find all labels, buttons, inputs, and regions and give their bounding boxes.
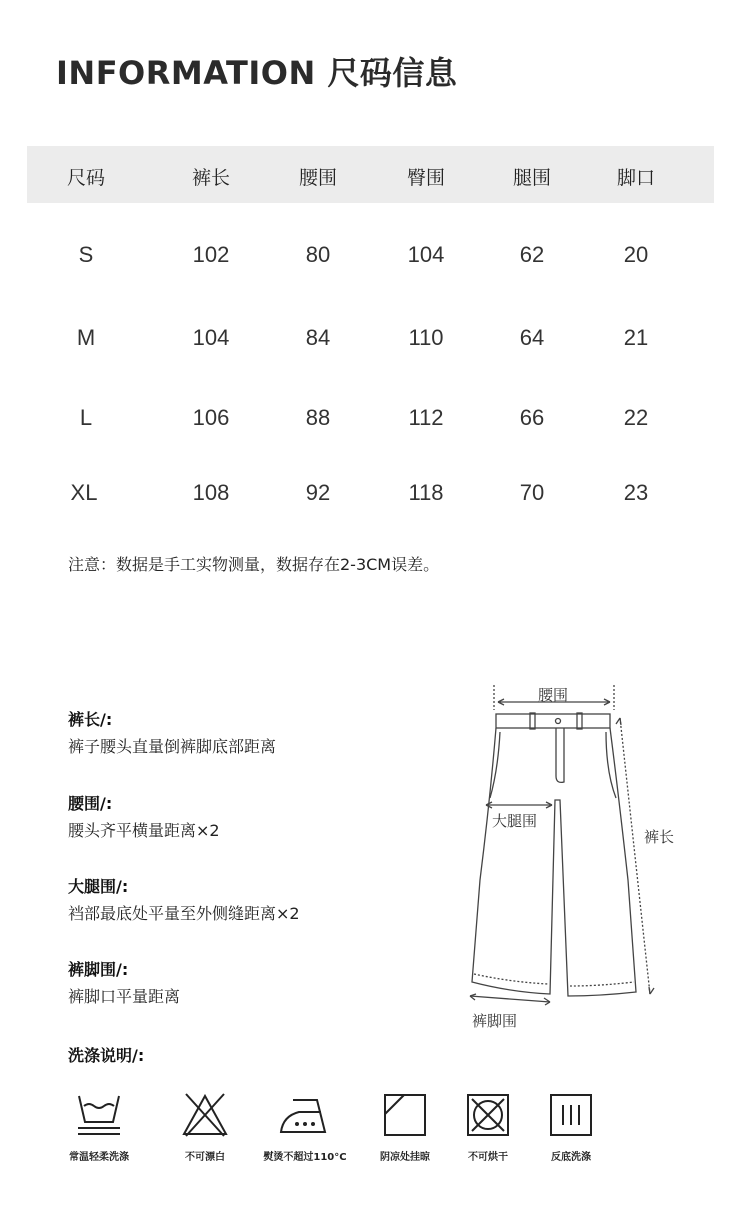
care-label: 不可漂白 <box>185 1152 225 1163</box>
cell-size: XL <box>70 480 98 505</box>
definition-title-waist: 腰围/: <box>68 794 113 813</box>
no-bleach-icon <box>180 1092 230 1138</box>
definition-title-thigh: 大腿围/: <box>68 877 129 896</box>
cell-hem: 23 <box>623 480 649 505</box>
cell-length: 108 <box>192 480 230 505</box>
cell-thigh: 62 <box>519 242 545 267</box>
header-hip: 臀围 <box>406 167 446 189</box>
no-tumble-dry-icon <box>465 1092 511 1138</box>
header-size: 尺码 <box>66 167 106 189</box>
diagram-label-waist: 腰围 <box>538 686 569 704</box>
definition-desc-thigh: 裆部最底处平量至外侧缝距离×2 <box>68 904 300 923</box>
header-hem: 脚口 <box>616 167 656 189</box>
wash-tub-icon <box>75 1092 123 1138</box>
header-length: 裤长 <box>191 167 231 189</box>
cell-length: 106 <box>192 405 230 430</box>
measurement-note: 注意：数据是手工实物测量，数据存在2-3CM误差。 <box>68 555 440 574</box>
pants-outline-icon <box>460 680 700 1040</box>
care-label: 反底洗涤 <box>551 1152 591 1163</box>
inside-out-wash-icon <box>548 1092 594 1138</box>
cell-length: 102 <box>192 242 230 267</box>
iron-icon <box>277 1092 333 1138</box>
cell-waist: 84 <box>305 325 331 350</box>
cell-hip: 110 <box>408 325 444 350</box>
header-waist: 腰围 <box>298 167 338 189</box>
definition-desc-length: 裤子腰头直量倒裤脚底部距离 <box>68 737 277 756</box>
care-item-wash <box>49 1092 149 1163</box>
cell-hip: 118 <box>408 480 444 505</box>
diagram-label-thigh: 大腿围 <box>492 812 538 830</box>
table-header-bar <box>27 146 714 203</box>
cell-waist: 80 <box>305 242 331 267</box>
definition-desc-waist: 腰头齐平横量距离×2 <box>68 821 220 840</box>
care-label: 熨烫不超过110°C <box>263 1152 347 1163</box>
cell-length: 104 <box>192 325 230 350</box>
cell-size: M <box>76 325 96 350</box>
cell-hem: 22 <box>623 405 649 430</box>
care-label: 不可烘干 <box>468 1152 508 1163</box>
shade-dry-icon <box>382 1092 428 1138</box>
diagram-label-hem: 裤脚围 <box>472 1012 518 1030</box>
cell-hip: 112 <box>408 405 444 430</box>
cell-hip: 104 <box>407 242 445 267</box>
definition-title-length: 裤长/: <box>68 710 113 729</box>
care-title: 洗涤说明/: <box>68 1046 145 1065</box>
cell-waist: 88 <box>305 405 331 430</box>
cell-thigh: 66 <box>519 405 545 430</box>
care-item-bleach <box>155 1092 255 1163</box>
care-item-inside-out <box>521 1092 621 1163</box>
cell-hem: 21 <box>623 325 649 350</box>
pants-diagram <box>460 680 700 1040</box>
cell-waist: 92 <box>305 480 331 505</box>
header-thigh: 腿围 <box>512 167 552 189</box>
care-item-iron <box>255 1092 355 1163</box>
cell-hem: 20 <box>623 242 649 267</box>
cell-thigh: 70 <box>519 480 545 505</box>
care-label: 阴凉处挂晾 <box>380 1152 430 1163</box>
page-title: INFORMATION 尺码信息 <box>56 54 458 92</box>
definition-title-hem: 裤脚围/: <box>68 960 129 979</box>
care-label: 常温轻柔洗涤 <box>69 1152 129 1163</box>
cell-size: L <box>79 405 93 430</box>
cell-thigh: 64 <box>519 325 545 350</box>
diagram-label-length: 裤长 <box>644 828 675 846</box>
cell-size: S <box>78 242 94 267</box>
definition-desc-hem: 裤脚口平量距离 <box>68 987 181 1006</box>
